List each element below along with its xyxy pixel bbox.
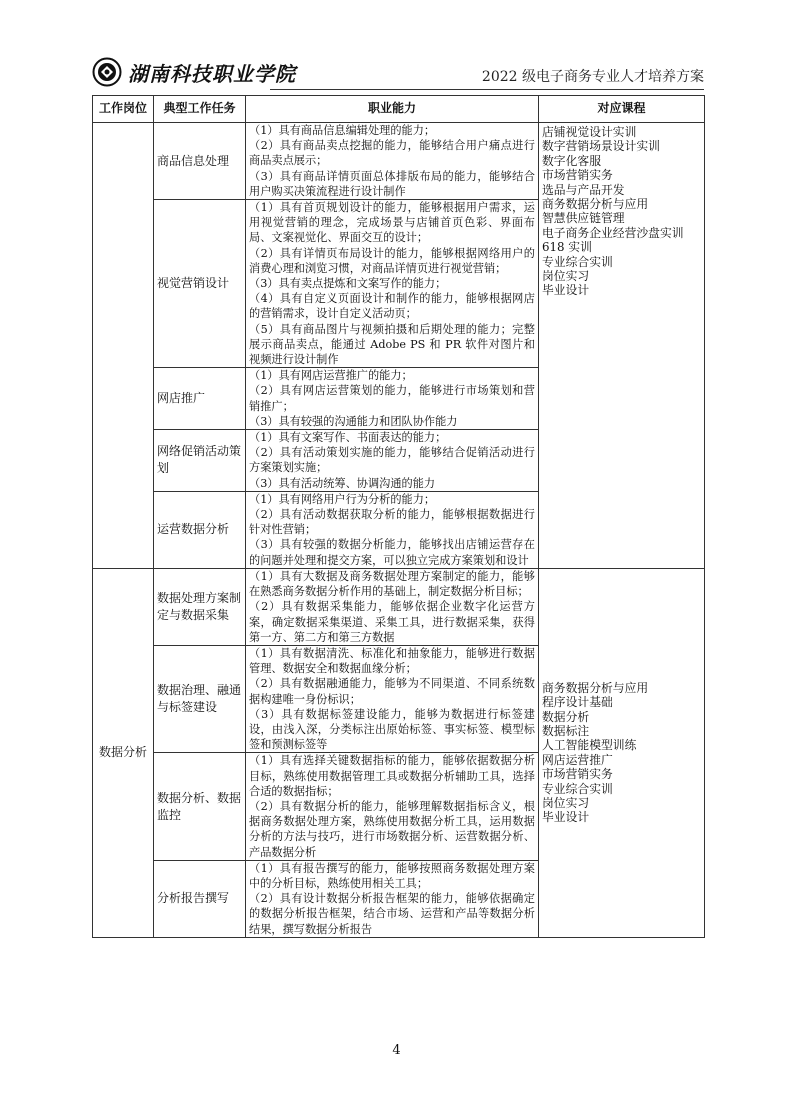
column-header-post: 工作岗位 — [93, 96, 154, 123]
ability-item: （1）具有文案写作、书面表达的能力； — [249, 431, 447, 445]
course-item: 市场营销实务 — [542, 767, 613, 782]
course-item: 电子商务企业经营沙盘实训 — [542, 225, 684, 240]
task-cell: 数据处理方案制定与数据采集 — [154, 568, 246, 645]
ability-item: （1）具有首页规划设计的能力，能够根据用户需求，运用视觉营销的理念，完成场景与店铺首页色彩、界面布局、文案视觉化、界面交互的设计； — [249, 201, 535, 245]
course-item: 商务数据分析与应用 — [542, 197, 649, 212]
school-name: 湖南科技职业学院 — [128, 61, 296, 86]
ability-item: （2）具有数据融通能力，能够为不同渠道、不同系统数据构建唯一身份标识； — [249, 677, 535, 706]
course-item: 数字化客服 — [542, 153, 601, 168]
task-cell: 数据治理、融通与标签建设 — [154, 645, 246, 752]
ability-item: （1）具有选择关键数据指标的能力，能够依据数据分析目标，熟练使用数据管理工具或数据分析辅助工具，选择合适的数据指标； — [249, 754, 535, 798]
course-item: 数据标注 — [542, 724, 590, 739]
ability-item: （1）具有报告撰写的能力，能够按照商务数据处理方案中的分析目标，熟练使用相关工具； — [249, 861, 535, 890]
post-cell — [93, 123, 154, 569]
ability-item: （2）具有活动数据获取分析的能力，能够根据数据进行针对性营销； — [249, 508, 535, 537]
ability-cell — [246, 123, 539, 200]
school-logo — [92, 56, 296, 88]
ability-cell — [246, 430, 539, 492]
ability-item: （2）具有数据分析的能力，能够理解数据指标含义，根据商务数据处理方案，熟练使用数据分析工具，运用数据分析的方法与技巧，进行市场数据分析、运营数据分析、产品数据分析 — [249, 799, 535, 859]
table-row — [93, 568, 705, 645]
course-item: 数字营销场景设计实训 — [542, 139, 660, 154]
ability-item: （2）具有网店运营策划的能力，能够进行市场策划和营销推广； — [249, 384, 535, 413]
task-cell: 分析报告撰写 — [154, 860, 246, 937]
task-cell: 商品信息处理 — [154, 123, 246, 200]
ability-item: （1）具有数据清洗、标准化和抽象能力，能够进行数据管理、数据安全和数据血缘分析； — [249, 646, 535, 676]
column-header-ability: 职业能力 — [246, 96, 539, 123]
ability-item: （3）具有商品详情页面总体排版布局的能力，能够结合用户购买决策流程进行设计制作 — [249, 169, 535, 198]
ability-cell — [246, 200, 539, 368]
course-item: 商务数据分析与应用 — [542, 680, 649, 695]
page-header — [92, 56, 704, 90]
ability-cell — [246, 860, 539, 937]
task-cell: 网店推广 — [154, 368, 246, 430]
ability-item: （2）具有详情页布局设计的能力，能够根据网络用户的消费心理和浏览习惯，对商品详情页进行视觉营销； — [249, 246, 535, 275]
ability-item: （1）具有网店运营推广的能力； — [249, 369, 413, 383]
ability-cell — [246, 645, 539, 752]
task-cell: 网络促销活动策划 — [154, 430, 246, 492]
table-header-row — [93, 96, 705, 123]
ability-item: （3）具有活动统筹、协调沟通的能力 — [249, 476, 436, 490]
course-cell — [539, 568, 705, 937]
course-item: 智慧供应链管理 — [542, 211, 625, 226]
ability-cell — [246, 753, 539, 860]
ability-item: （3）具有较强的沟通能力和团队协作能力 — [249, 414, 458, 428]
course-item: 专业综合实训 — [542, 254, 613, 269]
ability-cell — [246, 368, 539, 430]
course-item: 数据分析 — [542, 709, 590, 724]
ability-item: （5）具有商品图片与视频拍摄和后期处理的能力；完整展示商品卖点，能通过 Adobe PS 和 PR 软件对图片和视频进行设计制作 — [249, 322, 535, 367]
task-cell: 数据分析、数据监控 — [154, 753, 246, 860]
course-item: 店铺视觉设计实训 — [542, 125, 637, 139]
ability-cell — [246, 568, 539, 645]
course-item: 毕业设计 — [542, 283, 590, 298]
ability-item: （3）具有数据标签建设能力，能够为数据进行标签建设，由浅入深，分类标注出原始标签、事实标签、模型标签和预测标签等 — [249, 707, 535, 752]
document-title: 2022 级电子商务专业人才培养方案 — [481, 69, 704, 85]
task-cell: 视觉营销设计 — [154, 200, 246, 368]
course-item: 毕业设计 — [542, 810, 590, 825]
curriculum-table — [92, 95, 705, 938]
ability-item: （3）具有较强的数据分析能力，能够找出店铺运营存在的问题并处理和提交方案，可以独立完成方案策划和设计 — [249, 538, 535, 567]
ability-item: （2）具有商品卖点挖掘的能力，能够结合用户痛点进行商品卖点展示； — [249, 139, 535, 168]
ability-item: （4）具有自定义页面设计和制作的能力，能够根据网店的营销需求，设计自定义活动页； — [249, 292, 535, 321]
ability-item: （1）具有大数据及商务数据处理方案制定的能力，能够在熟悉商务数据分析作用的基础上，制定数据分析目标； — [249, 569, 535, 599]
course-item: 人工智能模型训练 — [542, 738, 637, 753]
task-cell: 运营数据分析 — [154, 491, 246, 568]
ability-item: （2）具有设计数据分析报告框架的能力，能够依据确定的数据分析报告框架，结合市场、运营和产品等数据分析结果，撰写数据分析报告 — [249, 892, 535, 936]
page-number: 4 — [392, 1043, 401, 1058]
table-row — [93, 123, 705, 200]
ability-item: （3）具有卖点提炼和文案写作的能力； — [249, 277, 447, 291]
course-item: 岗位实习 — [542, 269, 590, 284]
course-item: 618 实训 — [542, 240, 592, 255]
course-cell — [539, 123, 705, 569]
course-item: 选品与产品开发 — [542, 182, 625, 197]
ability-item: （1）具有网络用户行为分析的能力； — [249, 492, 436, 506]
column-header-task: 典型工作任务 — [154, 96, 246, 123]
ability-item: （2）具有数据采集能力，能够依据企业数字化运营方案，确定数据采集渠道、采集工具，进行数据采集，获得第一方、第二方和第三方数据 — [249, 600, 535, 644]
course-item: 网店运营推广 — [542, 752, 613, 767]
ability-item: （1）具有商品信息编辑处理的能力； — [249, 124, 436, 137]
ability-item: （2）具有活动策划实施的能力，能够结合促销活动进行方案策划实施； — [249, 446, 535, 475]
post-cell: 数据分析 — [93, 568, 154, 937]
course-item: 程序设计基础 — [542, 695, 613, 710]
header-rule — [270, 89, 704, 90]
course-item: 市场营销实务 — [542, 168, 613, 183]
school-emblem-icon — [92, 57, 122, 87]
course-item: 岗位实习 — [542, 796, 590, 811]
ability-cell — [246, 491, 539, 568]
column-header-course: 对应课程 — [539, 96, 705, 123]
course-item: 专业综合实训 — [542, 781, 613, 796]
